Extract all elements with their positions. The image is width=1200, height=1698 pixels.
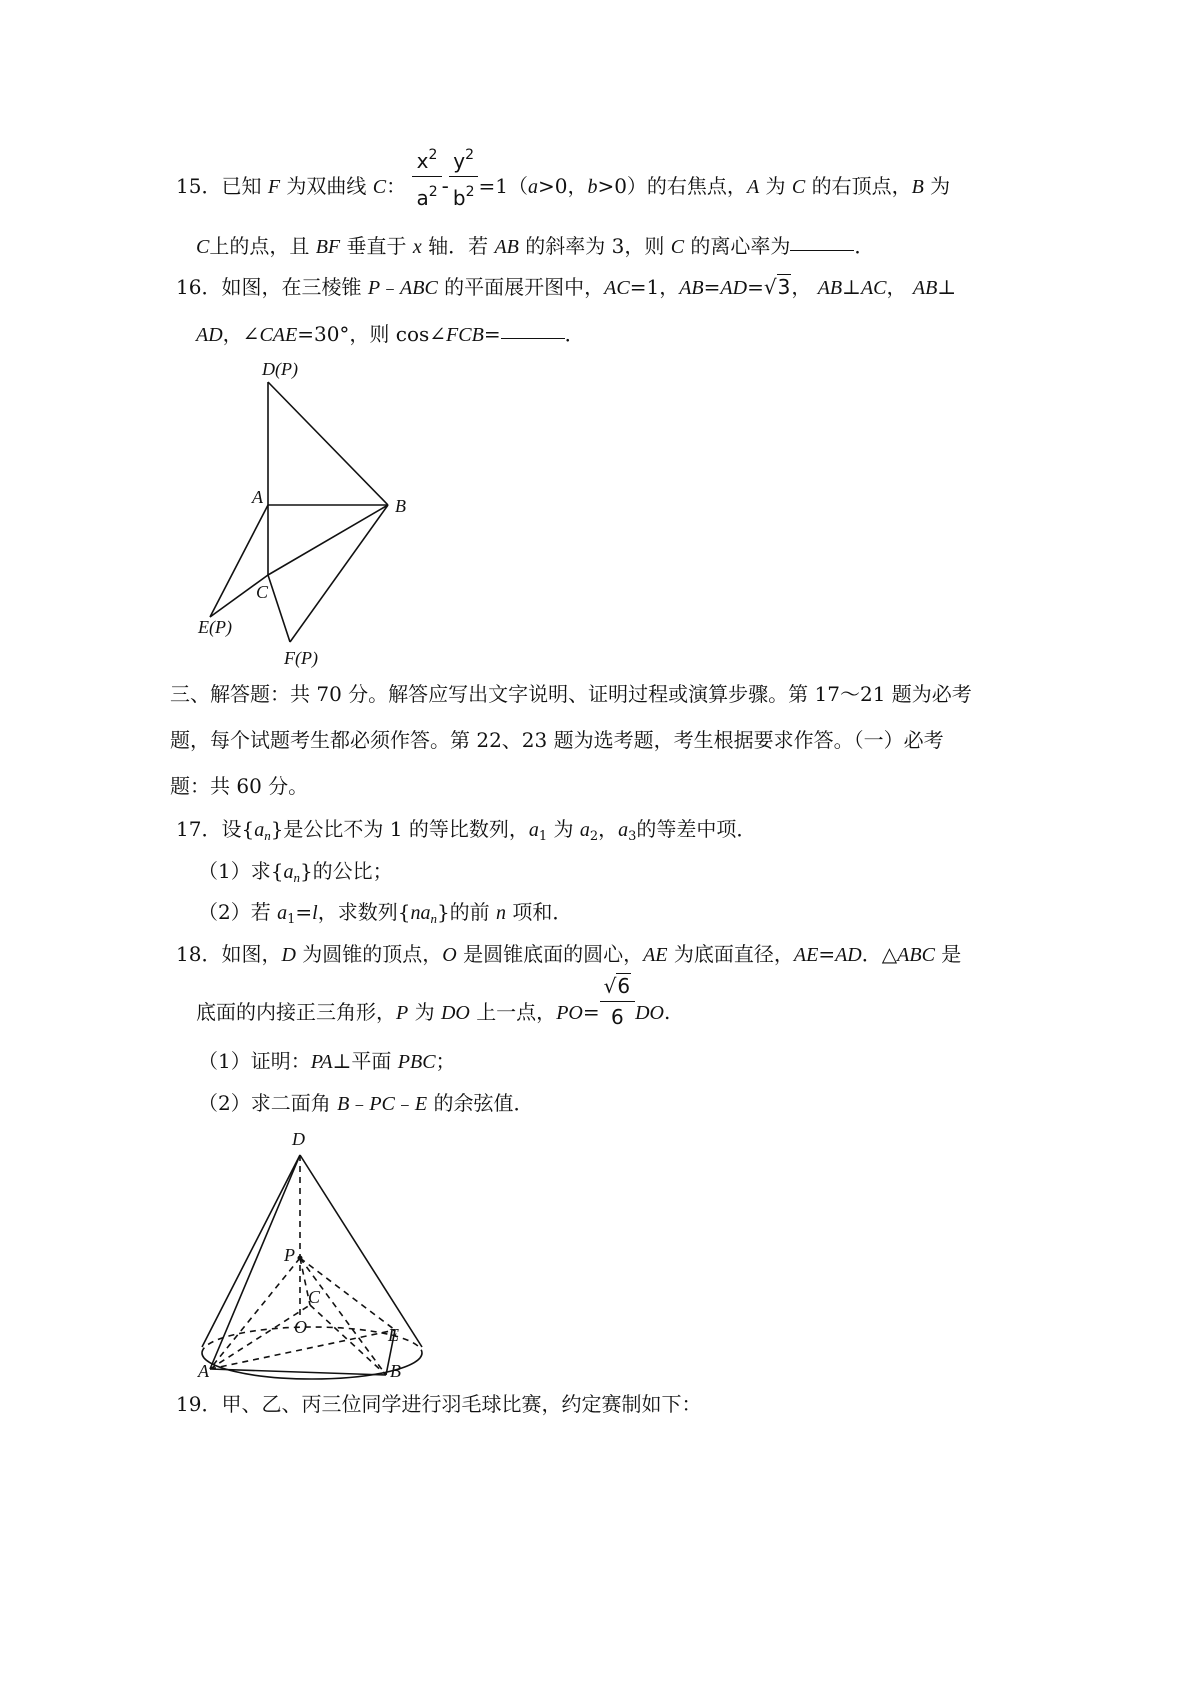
section3-line2: 题，每个试题考生都必须作答。第 22、23 题为选考题，考生根据要求作答。（一）必考 [170, 728, 944, 752]
q16-line2: AD，∠CAE=30°，则 cos∠FCB= ． [196, 322, 585, 346]
q18-cone-figure [190, 1125, 430, 1385]
q15-line1: 15．已知 F 为双曲线 C： $\frac{x^2}{a^2}$ - $\frac{y^2}{b^2}$ =1（a>0，b>0）的右焦点，A 为 C 的右顶点，B 为 [176, 162, 950, 213]
q18-line2: 底面的内接正三角形，P 为 DO 上一点，PO= $\frac{√6}{6}$ DO. [196, 995, 670, 1032]
edge-CB [310, 1305, 386, 1375]
q18-fraction: $\frac{√6}{6}$ [600, 971, 635, 1032]
label-C: C [308, 1287, 321, 1307]
q15-fraction-x: $\frac{x^2}{a^2}$ [412, 140, 441, 213]
label-A: A [198, 1361, 209, 1381]
q17-number: 17． [176, 817, 222, 841]
q17-part1: （1）求$\{a_n\}$的公比； [198, 859, 393, 885]
label-E: E(P) [198, 617, 232, 637]
label-E: E [388, 1325, 399, 1345]
label-P: P [284, 1245, 295, 1265]
edge-FB [290, 505, 388, 642]
q17-part2: （2）若 $a_1=l$，求数列$\{na_n\}$的前 n 项和． [198, 900, 573, 927]
q16-number: 16． [176, 275, 222, 299]
answer-blank [790, 250, 854, 251]
q15-line2: C上的点，且 BF 垂直于 x 轴．若 AB 的斜率为 3，则 C 的离心率为 ． [196, 234, 875, 258]
q18-line1: 18．如图，D 为圆锥的顶点，O 是圆锥底面的圆心，AE 为底面直径，AE=AD．△ABC 是 [176, 942, 962, 966]
q16-net-figure [190, 355, 430, 675]
section3-line3: 题：共 60 分。 [170, 774, 309, 798]
label-D: D(P) [262, 359, 298, 379]
answer-blank [501, 338, 565, 339]
edge-CB [268, 505, 388, 575]
q18-part1: （1）证明：PA⊥平面 PBC； [198, 1049, 456, 1073]
q18-number: 18． [176, 942, 222, 966]
label-F: F(P) [284, 648, 318, 668]
label-B: B [395, 496, 406, 516]
q15-number: 15． [176, 174, 222, 198]
generator-right [300, 1155, 422, 1347]
q19-line1: 19．甲、乙、丙三位同学进行羽毛球比赛，约定赛制如下： [176, 1392, 702, 1416]
label-C: C [256, 582, 269, 602]
q19-number: 19． [176, 1392, 222, 1416]
label-D: D [292, 1129, 305, 1149]
edge-AC [210, 1305, 310, 1369]
q15-fraction-y: $\frac{y^2}{b^2}$ [449, 140, 479, 213]
edge-DB [268, 382, 388, 505]
edge-CF [268, 575, 290, 642]
section3-line1: 三、解答题：共 70 分。解答应写出文字说明、证明过程或演算步骤。第 17～21 题为必考 [170, 682, 972, 706]
q16-line1: 16．如图，在三棱锥 P﹣ABC 的平面展开图中，AC=1，AB=AD=√3， AB⊥AC， AB⊥ [176, 275, 957, 299]
edge-PB [300, 1258, 386, 1375]
sqrt3: √3 [763, 275, 791, 299]
label-O: O [294, 1317, 307, 1337]
label-B: B [390, 1361, 401, 1381]
q17-line1: 17．设$\{a_n\}$是公比不为 1 的等比数列，$a_1$ 为 $a_2$，$a_3$的等差中项． [176, 817, 757, 844]
q18-part2: （2）求二面角 B﹣PC﹣E 的余弦值． [198, 1091, 534, 1115]
label-A: A [252, 487, 263, 507]
point-P [298, 1256, 303, 1261]
